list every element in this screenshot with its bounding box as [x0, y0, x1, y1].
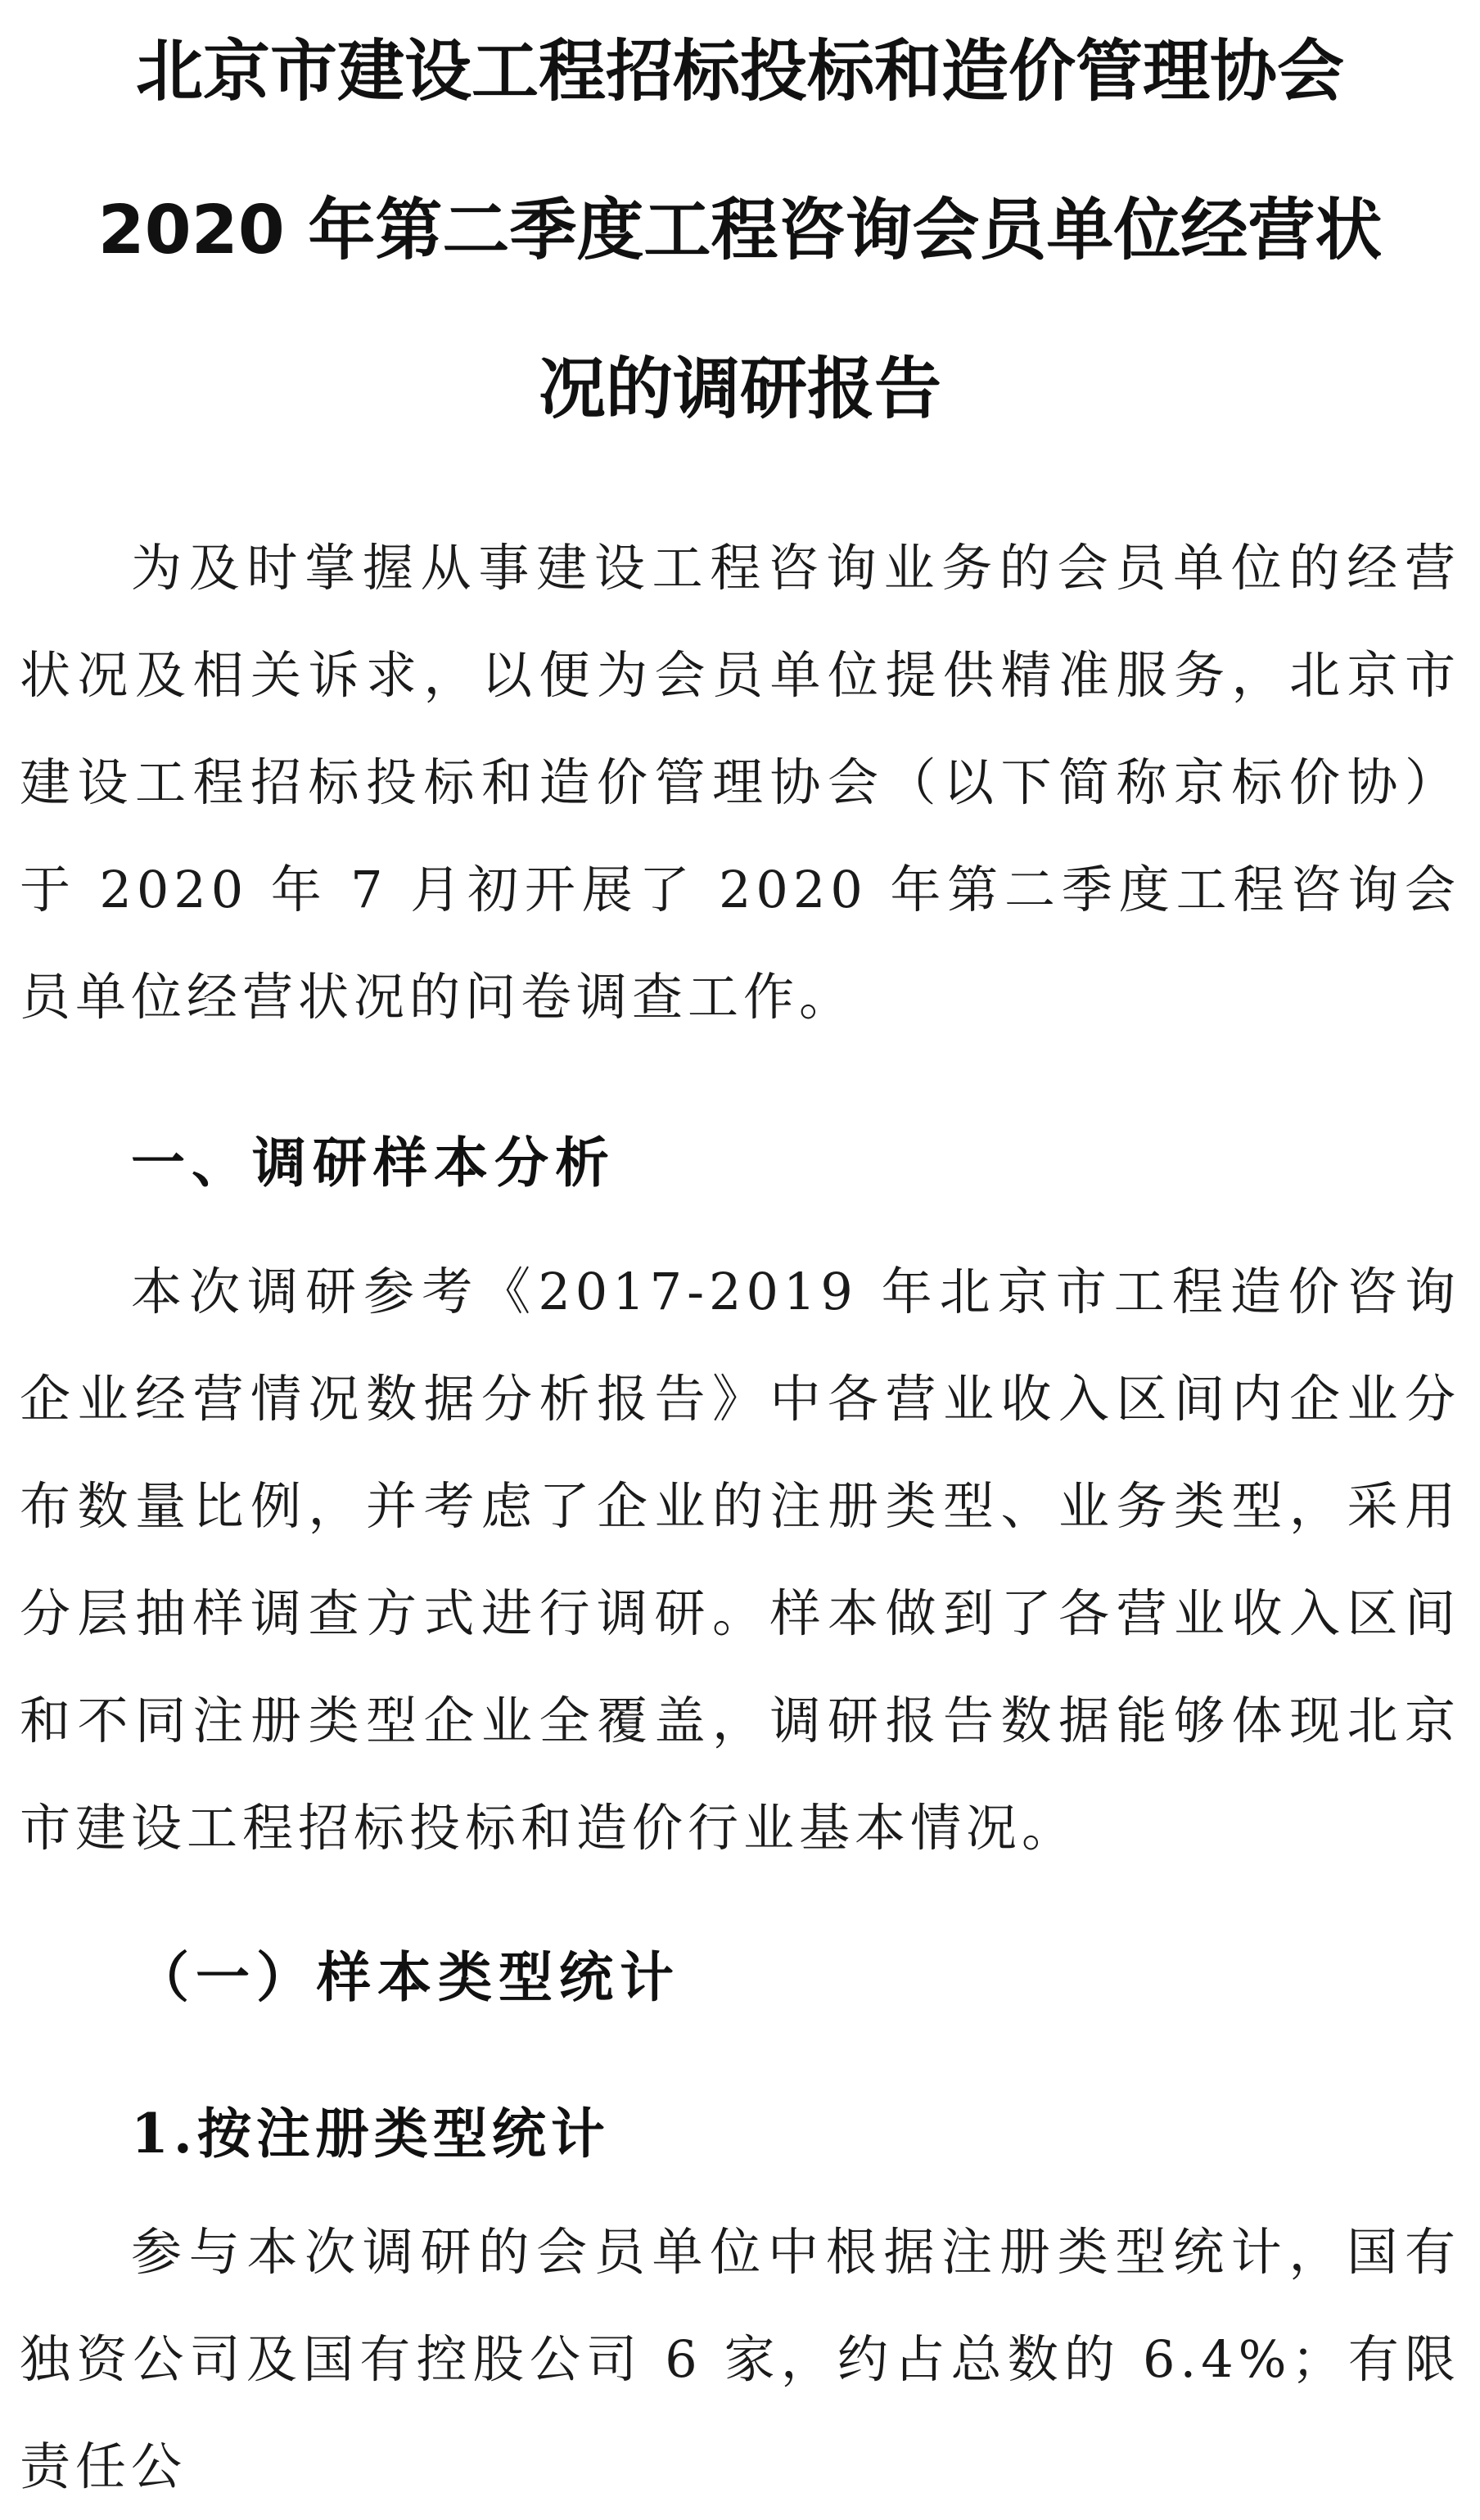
document-title-line-1: 北京市建设工程招标投标和造价管理协会 — [135, 33, 1344, 111]
item-heading-registration-type: 1.按注册类型统计 — [131, 2102, 610, 2165]
sample-analysis-paragraph: 本次调研参考《2017-2019 年北京市工程造价咨询企业经营情况数据分析报告》中各营业收入区间内企业分布数量比例，并考虑了企业的注册类型、业务类型，采用分层抽样调查方式进行调研。样本做到了各营业收入区间和不同注册类型企业全覆盖，调研报告数据能够体现北京市建设工程招标投标和造价行业基本情况。 — [20, 1262, 1460, 1858]
registration-type-paragraph: 参与本次调研的会员单位中根据注册类型统计，国有独资公司及国有控股公司 6 家，约占总数的 6.4%；有限责任公 — [20, 2222, 1460, 2496]
subsection-heading-sample-type: （一）样本类型统计 — [135, 1945, 680, 2009]
document-title-line-2: 2020 年第二季度工程咨询会员单位经营状 — [97, 192, 1383, 269]
intro-paragraph: 为及时掌握从事建设工程咨询业务的会员单位的经营状况及相关诉求，以便为会员单位提供精准服务，北京市建设工程招标投标和造价管理协会（以下简称京标价协）于 2020 年 7 月初开展了 2020 年第二季度工程咨询会员单位经营状况的问卷调查工作。 — [20, 538, 1460, 1027]
document-title-line-3: 况的调研报告 — [538, 350, 941, 428]
section-heading-sample-analysis: 一、调研样本分析 — [131, 1131, 616, 1195]
